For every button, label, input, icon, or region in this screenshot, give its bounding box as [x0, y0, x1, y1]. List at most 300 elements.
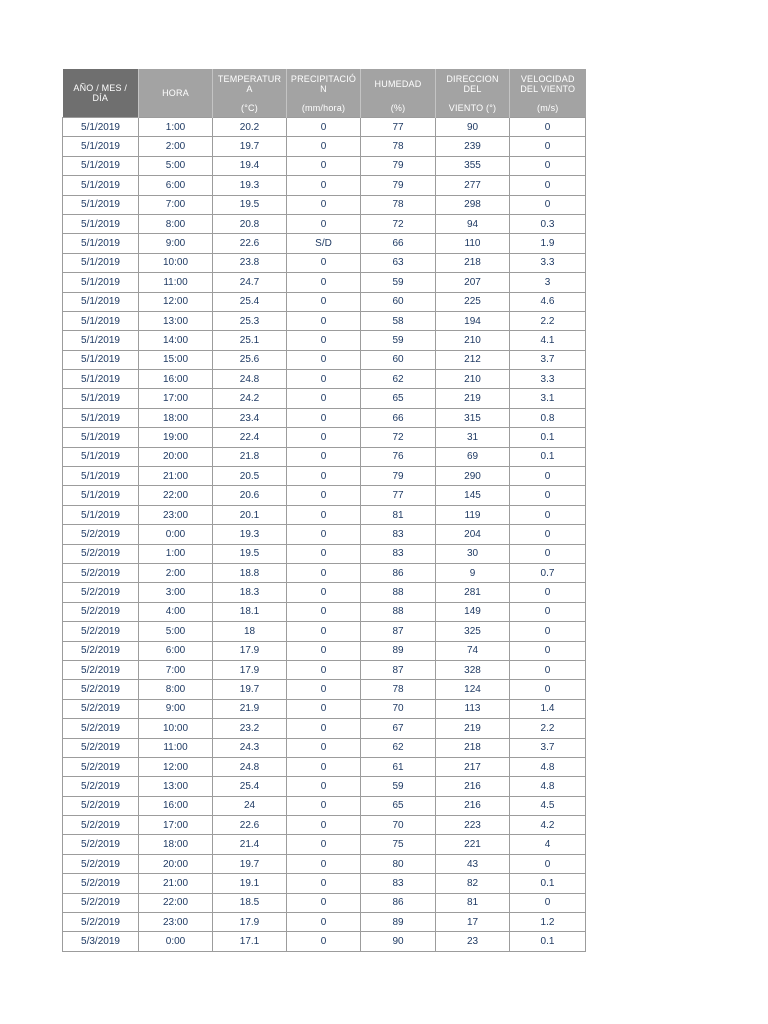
temperature-cell: 24.2 [213, 389, 287, 408]
hour-cell: 13:00 [139, 311, 213, 330]
humidity-cell: 89 [361, 913, 436, 932]
humidity-cell: 63 [361, 253, 436, 272]
wind-speed-cell: 4.1 [510, 331, 586, 350]
temperature-cell: 21.8 [213, 447, 287, 466]
temperature-cell: 20.5 [213, 467, 287, 486]
humidity-cell: 83 [361, 544, 436, 563]
table-row [63, 835, 586, 854]
date-cell: 5/1/2019 [63, 273, 139, 292]
temperature-cell: 24 [213, 796, 287, 815]
wind-speed-cell: 3.3 [510, 253, 586, 272]
precipitation-cell: 0 [287, 467, 361, 486]
wind-speed-cell: 0 [510, 176, 586, 195]
humidity-cell: 66 [361, 408, 436, 427]
humidity-cell: 90 [361, 932, 436, 951]
table-header [63, 69, 586, 118]
precipitation-cell: 0 [287, 156, 361, 175]
precipitation-cell: 0 [287, 505, 361, 524]
wind-speed-cell: 2.2 [510, 719, 586, 738]
precipitation-cell: 0 [287, 428, 361, 447]
precipitation-cell: 0 [287, 563, 361, 582]
precipitation-cell: 0 [287, 370, 361, 389]
column-header-temperature: TEMPERATUR A [213, 69, 287, 98]
table-row [63, 660, 586, 679]
temperature-cell: 19.1 [213, 874, 287, 893]
temperature-cell: 19.7 [213, 680, 287, 699]
table-row [63, 525, 586, 544]
hour-cell: 2:00 [139, 137, 213, 156]
hour-cell: 22:00 [139, 486, 213, 505]
humidity-cell: 86 [361, 563, 436, 582]
hour-cell: 8:00 [139, 214, 213, 233]
table-row [63, 428, 586, 447]
date-cell: 5/1/2019 [63, 176, 139, 195]
temperature-cell: 23.2 [213, 719, 287, 738]
date-cell: 5/2/2019 [63, 622, 139, 641]
temperature-cell: 22.6 [213, 816, 287, 835]
table-row [63, 563, 586, 582]
temperature-cell: 20.2 [213, 118, 287, 137]
humidity-cell: 88 [361, 602, 436, 621]
wind-direction-cell: 90 [436, 118, 510, 137]
wind-speed-cell: 0 [510, 544, 586, 563]
wind-direction-cell: 281 [436, 583, 510, 602]
temperature-cell: 20.8 [213, 214, 287, 233]
column-header-precipitation: PRECIPITACIÓ N [287, 69, 361, 98]
wind-speed-cell: 0.1 [510, 874, 586, 893]
precipitation-cell: 0 [287, 602, 361, 621]
temperature-cell: 24.7 [213, 273, 287, 292]
precipitation-cell: 0 [287, 583, 361, 602]
wind-direction-cell: 43 [436, 854, 510, 873]
wind-direction-cell: 149 [436, 602, 510, 621]
date-cell: 5/2/2019 [63, 583, 139, 602]
hour-cell: 13:00 [139, 777, 213, 796]
temperature-cell: 19.4 [213, 156, 287, 175]
date-cell: 5/1/2019 [63, 156, 139, 175]
temperature-cell: 17.9 [213, 641, 287, 660]
hour-cell: 15:00 [139, 350, 213, 369]
table-row [63, 350, 586, 369]
table-row [63, 176, 586, 195]
humidity-cell: 83 [361, 525, 436, 544]
humidity-cell: 76 [361, 447, 436, 466]
hour-cell: 12:00 [139, 757, 213, 776]
precipitation-cell: 0 [287, 311, 361, 330]
table-row [63, 893, 586, 912]
hour-cell: 23:00 [139, 505, 213, 524]
precipitation-cell: 0 [287, 835, 361, 854]
date-cell: 5/1/2019 [63, 389, 139, 408]
table-row [63, 486, 586, 505]
table-row [63, 738, 586, 757]
temperature-cell: 19.3 [213, 176, 287, 195]
wind-speed-cell: 0 [510, 156, 586, 175]
temperature-cell: 21.9 [213, 699, 287, 718]
wind-direction-cell: 210 [436, 331, 510, 350]
precipitation-cell: 0 [287, 195, 361, 214]
column-header-wind-direction: DIRECCION DEL [436, 69, 510, 98]
humidity-cell: 60 [361, 350, 436, 369]
wind-direction-cell: 216 [436, 777, 510, 796]
table-row [63, 816, 586, 835]
hour-cell: 20:00 [139, 854, 213, 873]
humidity-cell: 67 [361, 719, 436, 738]
wind-direction-cell: 219 [436, 389, 510, 408]
date-cell: 5/1/2019 [63, 253, 139, 272]
precipitation-cell: 0 [287, 176, 361, 195]
table-row [63, 583, 586, 602]
wind-speed-cell: 4 [510, 835, 586, 854]
precipitation-cell: 0 [287, 273, 361, 292]
weather-data-sheet [62, 69, 585, 952]
date-cell: 5/2/2019 [63, 602, 139, 621]
wind-direction-cell: 225 [436, 292, 510, 311]
hour-cell: 5:00 [139, 622, 213, 641]
wind-direction-cell: 207 [436, 273, 510, 292]
humidity-cell: 59 [361, 273, 436, 292]
wind-direction-cell: 17 [436, 913, 510, 932]
temperature-cell: 24.8 [213, 370, 287, 389]
date-cell: 5/2/2019 [63, 796, 139, 815]
humidity-cell: 70 [361, 699, 436, 718]
table-row [63, 777, 586, 796]
wind-direction-cell: 328 [436, 660, 510, 679]
wind-direction-cell: 204 [436, 525, 510, 544]
hour-cell: 5:00 [139, 156, 213, 175]
temperature-cell: 19.7 [213, 854, 287, 873]
humidity-cell: 81 [361, 505, 436, 524]
wind-direction-cell: 74 [436, 641, 510, 660]
column-header-hour: HORA [139, 69, 213, 118]
date-cell: 5/2/2019 [63, 719, 139, 738]
wind-speed-cell: 3.7 [510, 350, 586, 369]
date-cell: 5/2/2019 [63, 660, 139, 679]
humidity-cell: 89 [361, 641, 436, 660]
temperature-cell: 25.4 [213, 292, 287, 311]
date-cell: 5/1/2019 [63, 428, 139, 447]
table-row [63, 602, 586, 621]
hour-cell: 3:00 [139, 583, 213, 602]
wind-speed-cell: 0 [510, 680, 586, 699]
hour-cell: 20:00 [139, 447, 213, 466]
date-cell: 5/1/2019 [63, 370, 139, 389]
precipitation-cell: 0 [287, 777, 361, 796]
table-row [63, 505, 586, 524]
wind-speed-cell: 0.8 [510, 408, 586, 427]
table-row [63, 370, 586, 389]
wind-speed-cell: 1.4 [510, 699, 586, 718]
temperature-cell: 21.4 [213, 835, 287, 854]
humidity-cell: 79 [361, 176, 436, 195]
wind-speed-cell: 1.2 [510, 913, 586, 932]
hour-cell: 18:00 [139, 835, 213, 854]
wind-direction-cell: 218 [436, 738, 510, 757]
humidity-cell: 78 [361, 680, 436, 699]
humidity-cell: 61 [361, 757, 436, 776]
temperature-cell: 25.1 [213, 331, 287, 350]
humidity-cell: 72 [361, 214, 436, 233]
precipitation-cell: S/D [287, 234, 361, 253]
weather-table [62, 69, 586, 952]
date-cell: 5/2/2019 [63, 738, 139, 757]
table-row [63, 932, 586, 951]
wind-speed-cell: 4.8 [510, 777, 586, 796]
precipitation-cell: 0 [287, 447, 361, 466]
table-row [63, 622, 586, 641]
wind-direction-cell: 30 [436, 544, 510, 563]
temperature-cell: 25.6 [213, 350, 287, 369]
temperature-cell: 24.8 [213, 757, 287, 776]
temperature-cell: 20.6 [213, 486, 287, 505]
temperature-cell: 17.9 [213, 660, 287, 679]
column-unit-precipitation: (mm/hora) [287, 98, 361, 118]
hour-cell: 11:00 [139, 273, 213, 292]
column-unit-humidity: (%) [361, 98, 436, 118]
date-cell: 5/1/2019 [63, 195, 139, 214]
date-cell: 5/2/2019 [63, 680, 139, 699]
hour-cell: 18:00 [139, 408, 213, 427]
humidity-cell: 59 [361, 777, 436, 796]
date-cell: 5/1/2019 [63, 292, 139, 311]
hour-cell: 1:00 [139, 118, 213, 137]
wind-speed-cell: 0 [510, 854, 586, 873]
wind-speed-cell: 0.1 [510, 932, 586, 951]
humidity-cell: 79 [361, 467, 436, 486]
date-cell: 5/3/2019 [63, 932, 139, 951]
wind-speed-cell: 1.9 [510, 234, 586, 253]
temperature-cell: 19.5 [213, 195, 287, 214]
wind-direction-cell: 325 [436, 622, 510, 641]
table-row [63, 311, 586, 330]
hour-cell: 11:00 [139, 738, 213, 757]
table-row [63, 118, 586, 137]
date-cell: 5/2/2019 [63, 854, 139, 873]
humidity-cell: 65 [361, 796, 436, 815]
wind-direction-cell: 210 [436, 370, 510, 389]
wind-speed-cell: 0 [510, 641, 586, 660]
humidity-cell: 62 [361, 738, 436, 757]
wind-direction-cell: 194 [436, 311, 510, 330]
table-row [63, 234, 586, 253]
wind-speed-cell: 4.2 [510, 816, 586, 835]
hour-cell: 10:00 [139, 253, 213, 272]
date-cell: 5/2/2019 [63, 544, 139, 563]
humidity-cell: 72 [361, 428, 436, 447]
temperature-cell: 19.5 [213, 544, 287, 563]
table-row [63, 331, 586, 350]
precipitation-cell: 0 [287, 350, 361, 369]
column-unit-temperature: (°C) [213, 98, 287, 118]
wind-speed-cell: 4.8 [510, 757, 586, 776]
wind-direction-cell: 110 [436, 234, 510, 253]
hour-cell: 19:00 [139, 428, 213, 447]
hour-cell: 4:00 [139, 602, 213, 621]
hour-cell: 12:00 [139, 292, 213, 311]
wind-direction-cell: 113 [436, 699, 510, 718]
temperature-cell: 24.3 [213, 738, 287, 757]
precipitation-cell: 0 [287, 893, 361, 912]
wind-speed-cell: 0.1 [510, 428, 586, 447]
humidity-cell: 77 [361, 118, 436, 137]
temperature-cell: 22.6 [213, 234, 287, 253]
humidity-cell: 65 [361, 389, 436, 408]
wind-direction-cell: 355 [436, 156, 510, 175]
precipitation-cell: 0 [287, 389, 361, 408]
date-cell: 5/2/2019 [63, 816, 139, 835]
date-cell: 5/1/2019 [63, 214, 139, 233]
humidity-cell: 58 [361, 311, 436, 330]
humidity-cell: 60 [361, 292, 436, 311]
humidity-cell: 70 [361, 816, 436, 835]
wind-direction-cell: 217 [436, 757, 510, 776]
date-cell: 5/1/2019 [63, 486, 139, 505]
wind-speed-cell: 2.2 [510, 311, 586, 330]
humidity-cell: 77 [361, 486, 436, 505]
precipitation-cell: 0 [287, 137, 361, 156]
table-row [63, 253, 586, 272]
wind-direction-cell: 223 [436, 816, 510, 835]
precipitation-cell: 0 [287, 544, 361, 563]
wind-speed-cell: 0 [510, 505, 586, 524]
hour-cell: 21:00 [139, 467, 213, 486]
table-row [63, 796, 586, 815]
date-cell: 5/2/2019 [63, 777, 139, 796]
precipitation-cell: 0 [287, 118, 361, 137]
hour-cell: 9:00 [139, 234, 213, 253]
wind-direction-cell: 94 [436, 214, 510, 233]
wind-speed-cell: 0 [510, 118, 586, 137]
date-cell: 5/2/2019 [63, 525, 139, 544]
temperature-cell: 23.8 [213, 253, 287, 272]
wind-direction-cell: 124 [436, 680, 510, 699]
wind-speed-cell: 0 [510, 195, 586, 214]
date-cell: 5/2/2019 [63, 757, 139, 776]
precipitation-cell: 0 [287, 699, 361, 718]
precipitation-cell: 0 [287, 680, 361, 699]
precipitation-cell: 0 [287, 913, 361, 932]
temperature-cell: 20.1 [213, 505, 287, 524]
temperature-cell: 18.8 [213, 563, 287, 582]
table-row [63, 156, 586, 175]
date-cell: 5/2/2019 [63, 913, 139, 932]
hour-cell: 6:00 [139, 641, 213, 660]
wind-speed-cell: 0.1 [510, 447, 586, 466]
hour-cell: 14:00 [139, 331, 213, 350]
wind-speed-cell: 0 [510, 137, 586, 156]
wind-direction-cell: 239 [436, 137, 510, 156]
temperature-cell: 19.3 [213, 525, 287, 544]
precipitation-cell: 0 [287, 408, 361, 427]
precipitation-cell: 0 [287, 253, 361, 272]
wind-direction-cell: 69 [436, 447, 510, 466]
table-row [63, 195, 586, 214]
hour-cell: 23:00 [139, 913, 213, 932]
date-cell: 5/1/2019 [63, 137, 139, 156]
wind-speed-cell: 4.6 [510, 292, 586, 311]
temperature-cell: 23.4 [213, 408, 287, 427]
column-header-wind-speed: VELOCIDAD DEL VIENTO [510, 69, 586, 98]
precipitation-cell: 0 [287, 854, 361, 873]
humidity-cell: 78 [361, 137, 436, 156]
humidity-cell: 87 [361, 622, 436, 641]
humidity-cell: 80 [361, 854, 436, 873]
temperature-cell: 18.5 [213, 893, 287, 912]
hour-cell: 8:00 [139, 680, 213, 699]
precipitation-cell: 0 [287, 622, 361, 641]
wind-speed-cell: 0 [510, 486, 586, 505]
wind-direction-cell: 145 [436, 486, 510, 505]
wind-speed-cell: 0 [510, 622, 586, 641]
hour-cell: 16:00 [139, 796, 213, 815]
column-unit-wind-speed: (m/s) [510, 98, 586, 118]
wind-direction-cell: 82 [436, 874, 510, 893]
precipitation-cell: 0 [287, 738, 361, 757]
humidity-cell: 79 [361, 156, 436, 175]
temperature-cell: 17.1 [213, 932, 287, 951]
wind-direction-cell: 31 [436, 428, 510, 447]
date-cell: 5/2/2019 [63, 835, 139, 854]
temperature-cell: 25.3 [213, 311, 287, 330]
table-row [63, 467, 586, 486]
precipitation-cell: 0 [287, 486, 361, 505]
wind-speed-cell: 0 [510, 660, 586, 679]
precipitation-cell: 0 [287, 331, 361, 350]
hour-cell: 22:00 [139, 893, 213, 912]
wind-direction-cell: 298 [436, 195, 510, 214]
humidity-cell: 88 [361, 583, 436, 602]
hour-cell: 1:00 [139, 544, 213, 563]
hour-cell: 0:00 [139, 932, 213, 951]
date-cell: 5/2/2019 [63, 563, 139, 582]
column-header-date: AÑO / MES / DÍA [63, 69, 139, 118]
wind-speed-cell: 0 [510, 602, 586, 621]
table-row [63, 719, 586, 738]
temperature-cell: 18 [213, 622, 287, 641]
hour-cell: 2:00 [139, 563, 213, 582]
table-row [63, 757, 586, 776]
table-row [63, 292, 586, 311]
wind-speed-cell: 3.1 [510, 389, 586, 408]
temperature-cell: 19.7 [213, 137, 287, 156]
humidity-cell: 59 [361, 331, 436, 350]
table-row [63, 408, 586, 427]
hour-cell: 7:00 [139, 195, 213, 214]
date-cell: 5/2/2019 [63, 893, 139, 912]
precipitation-cell: 0 [287, 660, 361, 679]
wind-speed-cell: 3 [510, 273, 586, 292]
date-cell: 5/1/2019 [63, 234, 139, 253]
precipitation-cell: 0 [287, 641, 361, 660]
wind-direction-cell: 218 [436, 253, 510, 272]
precipitation-cell: 0 [287, 757, 361, 776]
wind-direction-cell: 221 [436, 835, 510, 854]
precipitation-cell: 0 [287, 214, 361, 233]
humidity-cell: 66 [361, 234, 436, 253]
precipitation-cell: 0 [287, 292, 361, 311]
humidity-cell: 87 [361, 660, 436, 679]
wind-speed-cell: 0 [510, 467, 586, 486]
wind-direction-cell: 219 [436, 719, 510, 738]
humidity-cell: 75 [361, 835, 436, 854]
wind-direction-cell: 212 [436, 350, 510, 369]
wind-speed-cell: 0 [510, 893, 586, 912]
wind-speed-cell: 0.7 [510, 563, 586, 582]
table-row [63, 680, 586, 699]
table-row [63, 214, 586, 233]
date-cell: 5/2/2019 [63, 874, 139, 893]
wind-speed-cell: 3.3 [510, 370, 586, 389]
